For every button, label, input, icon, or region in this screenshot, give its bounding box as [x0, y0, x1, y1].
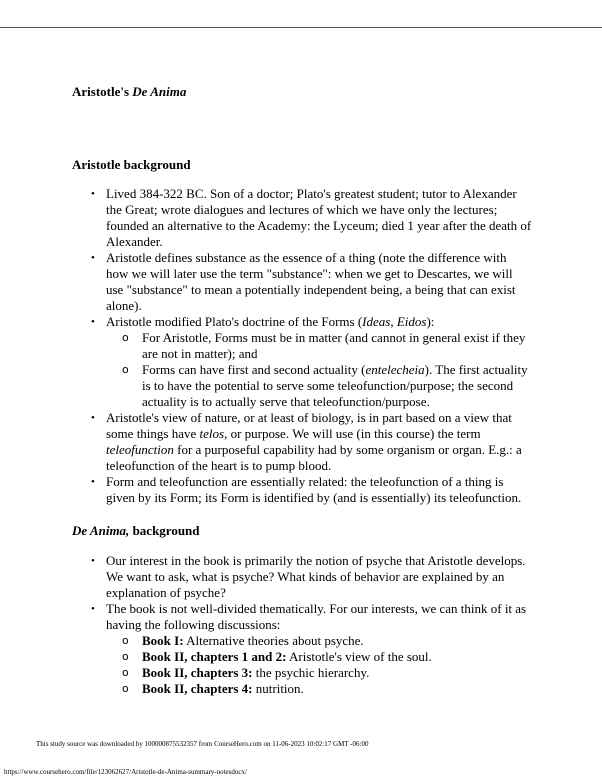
section-heading-de-anima: [72, 523, 200, 539]
sub-item-text: the psychic hierarchy.: [252, 665, 370, 680]
bullet-text: Aristotle defines substance as the essence of a thing (note the difference with how we will later use the term "substance": when we get to Descartes, we will use "substance" to mean a potentially independent being, a being that can exist alone).: [106, 250, 516, 313]
sub-item-text-before: Forms can have first and second actuality (: [142, 362, 366, 377]
sub-item-text: nutrition.: [252, 681, 304, 696]
sub-list-item: [106, 649, 532, 665]
bullet-marker: •: [91, 603, 95, 615]
sub-bullet-marker: o: [122, 650, 129, 663]
bullet-marker: •: [91, 252, 95, 264]
list-item: [72, 186, 532, 250]
sub-item-bold-label: Book II, chapters 4:: [142, 681, 253, 696]
bullet-italic-teleofunction: teleofunction: [106, 442, 174, 457]
forms-sub-list: [106, 330, 532, 410]
sub-list-item: [106, 633, 532, 649]
bullet-text: Our interest in the book is primarily the notion of psyche that Aristotle develops. We want to ask, what is psyche? What kinds of behavior are explained by an explanation of psyche?: [106, 553, 526, 600]
list-item: [72, 314, 532, 410]
download-notice: This study source was downloaded by 100000875532357 from CourseHero.com on 11-06-2023 10:02:17 GMT -06:00: [36, 740, 369, 748]
sub-bullet-marker: o: [122, 666, 129, 679]
bullet-marker: •: [91, 555, 95, 567]
list-item: [72, 601, 532, 697]
section-heading-italic: De Anima,: [72, 523, 130, 538]
document-title-italic: De Anima: [132, 84, 187, 99]
section-heading-background: Aristotle background: [72, 157, 191, 172]
document-title: [72, 84, 186, 100]
bullet-text-after: ):: [426, 314, 435, 329]
sub-list-item: [106, 362, 532, 410]
bullet-text-after: for a purposeful capability had by some organism or organ. E.g.: a teleofunction of the heart is to pump blood.: [106, 442, 522, 473]
sub-item-bold-label: Book II, chapters 3:: [142, 665, 253, 680]
bullet-text: Lived 384-322 BC. Son of a doctor; Plato's greatest student; tutor to Alexander the Great; wrote dialogues and lectures of which we have only the lectures; founded an alternative to the Academy: the Lyceum; died 1 year after the death of Alexander.: [106, 186, 532, 249]
sub-list-item: [106, 681, 532, 697]
sub-bullet-marker: o: [122, 331, 129, 344]
page-top-rule: [0, 27, 602, 28]
sub-item-text: Aristotle's view of the soul.: [286, 649, 432, 664]
sub-bullet-marker: o: [122, 634, 129, 647]
sub-item-bold-label: Book II, chapters 1 and 2:: [142, 649, 287, 664]
bullet-marker: •: [91, 316, 95, 328]
bullet-marker: •: [91, 188, 95, 200]
sub-item-italic-term: entelecheia: [365, 362, 425, 377]
sub-item-bold-label: Book I:: [142, 633, 184, 648]
document-title-plain: Aristotle's: [72, 84, 133, 99]
bullet-italic-telos: telos: [199, 426, 225, 441]
discussions-sub-list: [106, 633, 532, 697]
sub-item-text: For Aristotle, Forms must be in matter (and cannot in general exist if they are not in matter); and: [142, 330, 526, 361]
sub-item-text: Alternative theories about psyche.: [183, 633, 364, 648]
de-anima-bullet-list: [72, 553, 532, 697]
bullet-text-middle: , or purpose. We will use (in this course) the term: [224, 426, 481, 441]
sub-list-item: [106, 665, 532, 681]
bullet-marker: •: [91, 412, 95, 424]
sub-bullet-marker: o: [122, 682, 129, 695]
list-item: [72, 553, 532, 601]
list-item: [72, 474, 532, 506]
background-bullet-list: [72, 186, 532, 506]
bullet-text: Form and teleofunction are essentially related: the teleofunction of a thing is given by its Form; its Form is identified by (and is essentially) its teleofunction.: [106, 474, 522, 505]
bullet-text-before: Aristotle's view of nature, or at least of biology, is in part based on a view that some things have: [106, 410, 512, 441]
source-url: https://www.coursehero.com/file/123062627/Aristotle-de-Anima-summary-notesdocx/: [4, 768, 247, 776]
bullet-italic-term: Ideas, Eidos: [362, 314, 427, 329]
list-item: [72, 410, 532, 474]
bullet-text: The book is not well-divided thematically. For our interests, we can think of it as having the following discussions:: [106, 601, 527, 632]
sub-bullet-marker: o: [122, 363, 129, 376]
sub-item-text-after: ). The first actuality is to have the potential to serve some teleofunction/purpose; the second actuality is to actually serve that teleofunction/purpose.: [142, 362, 528, 409]
bullet-marker: •: [91, 476, 95, 488]
list-item: [72, 250, 532, 314]
section-heading-plain: background: [129, 523, 200, 538]
bullet-text-before: Aristotle modified Plato's doctrine of the Forms (: [106, 314, 363, 329]
sub-list-item: [106, 330, 532, 362]
